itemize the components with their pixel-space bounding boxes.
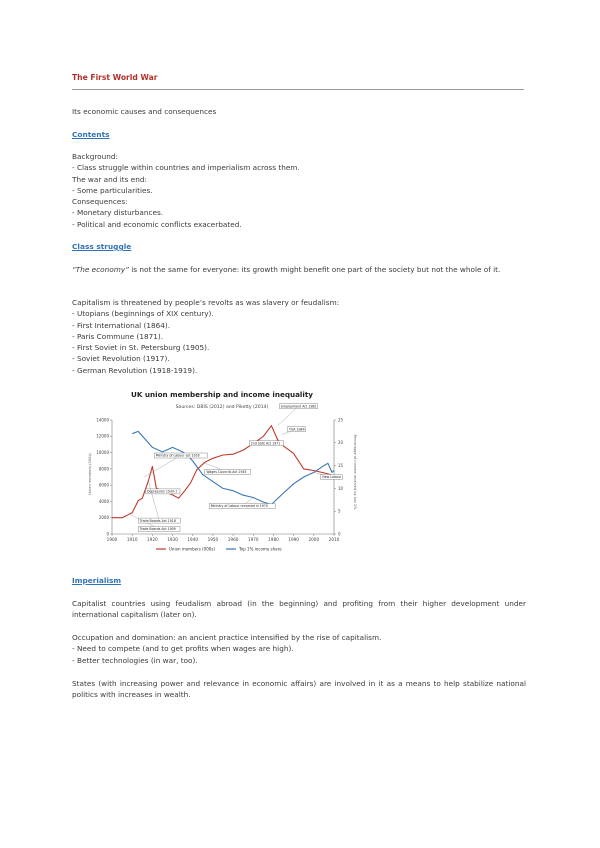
y-tick-label: 2000 <box>98 515 109 521</box>
x-tick-label: 1990 <box>288 537 299 542</box>
paragraph-line: - Need to compete (and to get profits when wages are high). <box>72 644 294 654</box>
contents-line: - Political and economic conflicts exacerbated. <box>72 219 242 229</box>
revolt-item: - First Soviet in St. Petersburg (1905). <box>72 343 210 353</box>
document-title: The First World War <box>72 73 158 82</box>
annotation-label: Ministry of Labour est 1916 <box>155 453 200 458</box>
y2-tick-label: 25 <box>338 417 344 423</box>
x-tick-label: 1940 <box>187 537 199 542</box>
annotation-leader-line <box>148 481 159 521</box>
y2-axis-label: Percentage of income received by top 1% <box>353 434 357 510</box>
y2-tick-label: 20 <box>338 440 344 446</box>
revolt-item: - German Revolution (1918-1919). <box>72 365 198 375</box>
x-tick-label: 2000 <box>308 537 320 542</box>
y-tick-label: 8000 <box>98 466 109 472</box>
x-tick-label: 1950 <box>207 537 219 542</box>
y2-tick-label: 10 <box>338 485 344 491</box>
y2-tick-label: 0 <box>338 531 341 537</box>
title-divider <box>72 89 524 90</box>
imperialism-paragraph-2 <box>72 632 526 666</box>
y-tick-label: 0 <box>106 531 109 537</box>
x-tick-label: 1910 <box>126 537 138 542</box>
x-tick-label: 2010 <box>328 537 340 542</box>
y-tick-label: 6000 <box>98 482 109 488</box>
contents-line: Background: <box>72 152 118 161</box>
emphasis-text: “The economy” <box>72 265 129 274</box>
legend-label: Top 1% income share <box>239 546 282 552</box>
y2-tick-label: 5 <box>338 508 341 514</box>
y-tick-label: 14000 <box>96 417 109 423</box>
revolts-intro: Capitalism is threatened by people’s revolts as was slavery or feudalism: <box>72 298 340 307</box>
annotation-label: 2nd Safe Act 1971 <box>250 441 281 446</box>
x-tick-label: 1900 <box>106 537 118 542</box>
imperialism-paragraph-3: States (with increasing power and relevance in economic affairs) are involved in it as a means to help stabilize national politics with increases in wealth. <box>72 679 526 700</box>
y-axis-label: Union members (000s) <box>88 453 92 495</box>
contents-line: - Monetary disturbances. <box>72 208 164 218</box>
contents-line: - Some particularities. <box>72 185 153 195</box>
imperialism-paragraph-1: Capitalist countries using feudalism abroad (in the beginning) and profiting from their higher development under international capitalism (later on). <box>72 599 526 620</box>
annotation-label: Trade Boards Act 1909 <box>139 527 176 532</box>
annotation-leader-line <box>144 456 180 478</box>
annotation-label: Depression 1930-1 <box>147 489 178 494</box>
paragraph-line: - Better technologies (in war, too). <box>72 655 198 665</box>
x-tick-label: 1960 <box>227 537 239 542</box>
annotation-label: New Labour <box>322 475 342 480</box>
annotation-label: Trade Boards Act 1918 <box>139 518 176 523</box>
y-tick-label: 4000 <box>98 498 109 504</box>
contents-line: - Class struggle within countries and imperialism across them. <box>72 163 300 173</box>
x-tick-label: 1930 <box>167 537 178 542</box>
class-struggle-heading[interactable]: Class struggle <box>72 242 132 251</box>
revolts-list <box>72 297 526 376</box>
revolt-item: - First International (1864). <box>72 320 171 330</box>
y-tick-label: 12000 <box>96 433 109 439</box>
annotation-leader-line <box>277 406 298 426</box>
paragraph-line: Occupation and domination: an ancient practice intensified by the rise of capitalism. <box>72 633 382 642</box>
chart-title: UK union membership and income inequality <box>131 390 313 399</box>
chart-subtitle: Sources: DBIS (2012) and Piketty (2014) <box>175 405 269 410</box>
contents-line: The war and its end: <box>72 174 147 184</box>
x-tick-label: 1970 <box>247 537 259 542</box>
legend-label: Union members (000s) <box>169 546 215 552</box>
y-tick-label: 10000 <box>96 449 109 455</box>
union-inequality-chart <box>86 386 358 558</box>
chart-plot-area <box>96 404 343 552</box>
revolt-item: - Utopians (beginnings of XIX century). <box>72 309 214 319</box>
annotation-label: Wages Councils Act 1945 <box>206 470 247 475</box>
contents-line: Consequences: <box>72 197 128 207</box>
annotation-label: Ministry of Labour renamed in 1970 <box>210 504 268 509</box>
annotation-label: TUA 1984 <box>289 427 305 432</box>
annotation-label: Employment Act 1982 <box>280 404 317 409</box>
x-tick-label: 1980 <box>268 537 279 542</box>
x-tick-label: 1920 <box>147 537 158 542</box>
contents-list <box>72 151 526 230</box>
contents-heading[interactable]: Contents <box>72 130 110 139</box>
revolt-item: - Soviet Revolution (1917). <box>72 354 170 364</box>
document-subtitle: Its economic causes and consequences <box>72 107 217 116</box>
y2-tick-label: 15 <box>338 463 344 468</box>
paragraph-text: is not the same for everyone: its growth might benefit one part of the society but not the whole of it. <box>128 265 501 274</box>
imperialism-heading[interactable]: Imperialism <box>72 576 122 585</box>
revolt-item: - Paris Commune (1871). <box>72 331 164 341</box>
class-struggle-paragraph <box>72 264 526 275</box>
